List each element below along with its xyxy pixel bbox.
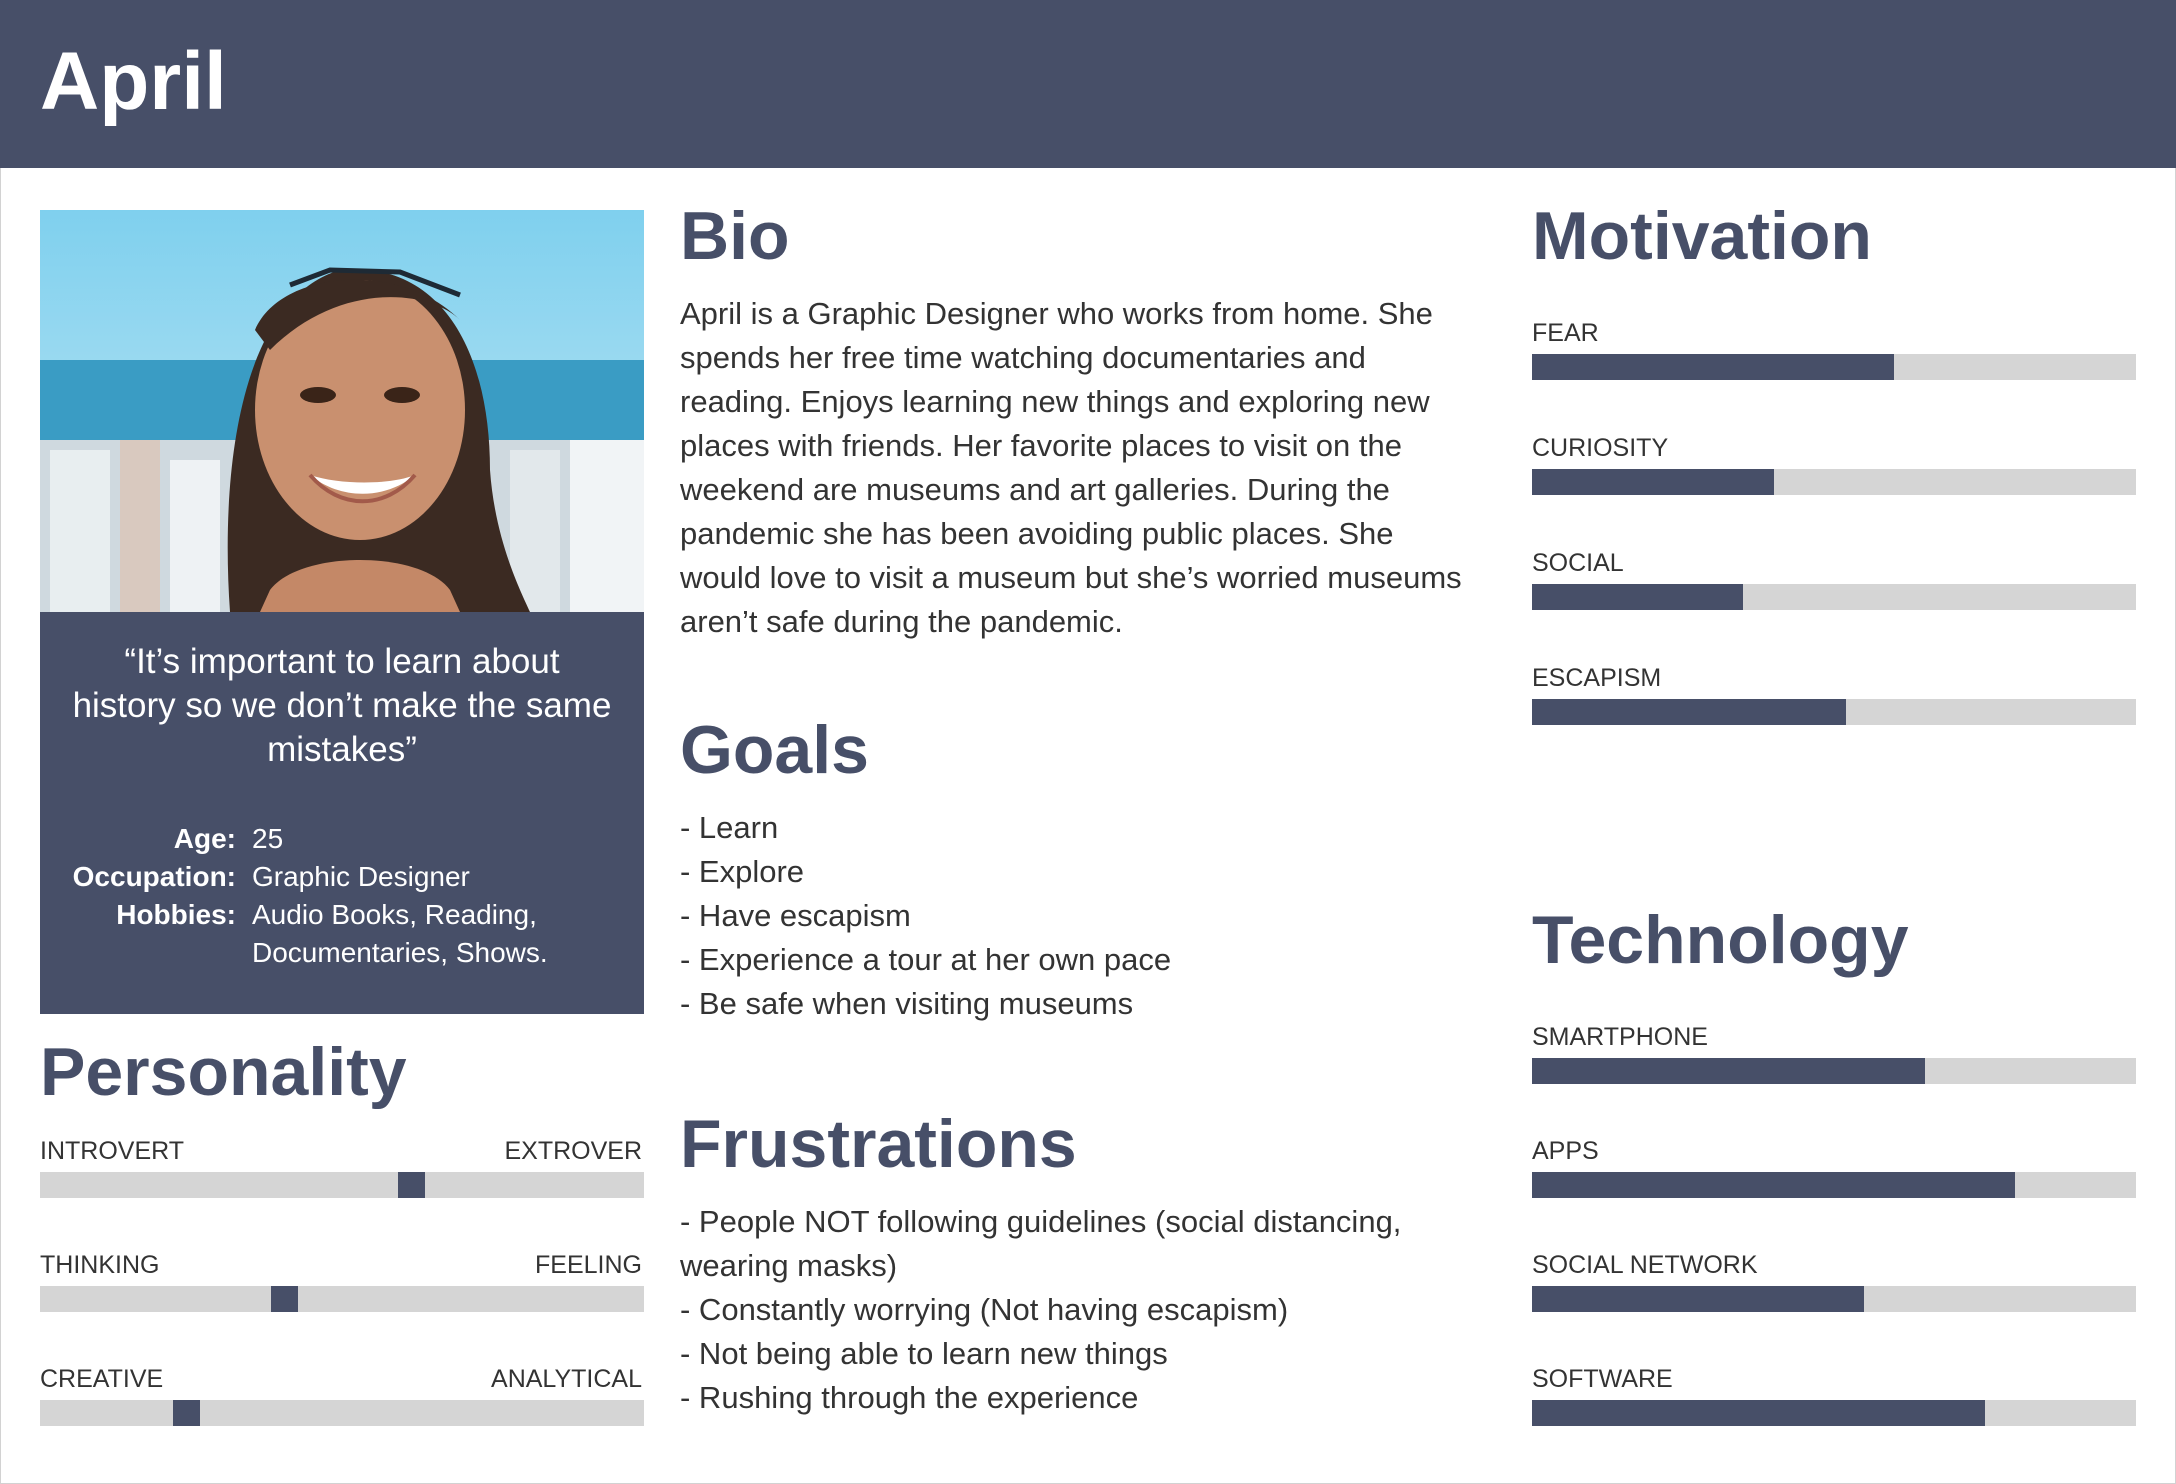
personality-scale-creative-analytical xyxy=(40,1364,644,1426)
personality-title: Personality xyxy=(40,1034,407,1110)
meter-track xyxy=(1532,354,2136,380)
meter-social xyxy=(1532,548,2136,610)
persona-quote: “It’s important to learn about history so we don’t make the same mistakes” xyxy=(72,642,612,769)
fact-value: Graphic Designer xyxy=(252,861,470,892)
meter-label: SOFTWARE xyxy=(1532,1365,1673,1393)
fact-value: 25 xyxy=(252,823,284,854)
scale-track xyxy=(40,1286,644,1312)
meter-fill xyxy=(1532,1058,1925,1084)
persona-facts xyxy=(40,820,644,972)
motivation-title: Motivation xyxy=(1532,198,1872,274)
fact-value: Audio Books, Reading, Documentaries, Shows. xyxy=(252,899,548,968)
scale-left-label: CREATIVE xyxy=(40,1365,164,1393)
scale-right-label: FEELING xyxy=(535,1251,642,1279)
persona-name: April xyxy=(40,36,227,127)
meter-track xyxy=(1532,1058,2136,1084)
meter-label: SOCIAL NETWORK xyxy=(1532,1251,1758,1279)
meter-label: SOCIAL xyxy=(1532,549,1624,577)
meter-escapism xyxy=(1532,663,2136,725)
personality-scale-introvert-extrovert xyxy=(40,1136,644,1198)
fact-row-age xyxy=(40,820,644,858)
bio-text: April is a Graphic Designer who works from home. She spends her free time watching documentaries and reading. Enjoys learning new things and exploring new places with friends. Her favorite places to visit on the weekend are museums and art galleries. During the pandemic she has been avoiding public places. She would love to visit a museum but she’s worried museums aren’t safe during the pandemic. xyxy=(680,296,1462,639)
bio-title: Bio xyxy=(680,198,790,274)
list-item: - Rushing through the experience xyxy=(680,1380,1139,1415)
meter-fill xyxy=(1532,699,1846,725)
list-item: - Learn xyxy=(680,810,779,845)
list-item: - Be safe when visiting museums xyxy=(680,986,1134,1021)
fact-row-occupation xyxy=(40,858,644,896)
scale-marker xyxy=(173,1400,200,1426)
fact-label: Age: xyxy=(173,823,236,854)
meter-label: CURIOSITY xyxy=(1532,434,1669,462)
meter-curiosity xyxy=(1532,433,2136,495)
meter-fill xyxy=(1532,584,1743,610)
meter-fill xyxy=(1532,354,1894,380)
fact-label: Occupation: xyxy=(72,861,236,892)
meter-software xyxy=(1532,1364,2136,1426)
scale-left-label: THINKING xyxy=(40,1251,160,1279)
scale-track xyxy=(40,1400,644,1426)
meter-track xyxy=(1532,1400,2136,1426)
meter-apps xyxy=(1532,1136,2136,1198)
goals-title: Goals xyxy=(680,712,869,788)
technology-title: Technology xyxy=(1532,902,1909,978)
meter-smartphone xyxy=(1532,1022,2136,1084)
frustrations-list xyxy=(680,1200,1480,1420)
scale-right-label: EXTROVER xyxy=(504,1137,642,1165)
list-item: - Not being able to learn new things xyxy=(680,1336,1168,1371)
meter-fear xyxy=(1532,318,2136,380)
scale-marker xyxy=(271,1286,298,1312)
scale-right-label: ANALYTICAL xyxy=(491,1365,642,1393)
meter-fill xyxy=(1532,1400,1985,1426)
meter-label: APPS xyxy=(1532,1137,1599,1165)
meter-track xyxy=(1532,584,2136,610)
meter-track xyxy=(1532,1172,2136,1198)
header-bar xyxy=(0,0,2176,168)
list-item: - Explore xyxy=(680,854,805,889)
list-item: - Constantly worrying (Not having escapism) xyxy=(680,1292,1289,1327)
meter-label: ESCAPISM xyxy=(1532,664,1662,692)
fact-row-hobbies xyxy=(40,896,644,972)
meter-social-network xyxy=(1532,1250,2136,1312)
list-item: - Have escapism xyxy=(680,898,911,933)
profile-card xyxy=(40,612,644,1014)
personality-scale-thinking-feeling xyxy=(40,1250,644,1312)
meter-fill xyxy=(1532,1172,2015,1198)
meter-track xyxy=(1532,699,2136,725)
scale-track xyxy=(40,1172,644,1198)
meter-track xyxy=(1532,469,2136,495)
meter-label: FEAR xyxy=(1532,319,1599,347)
scale-marker xyxy=(398,1172,425,1198)
frustrations-title: Frustrations xyxy=(680,1106,1077,1182)
scale-left-label: INTROVERT xyxy=(40,1137,184,1165)
goals-list xyxy=(680,806,1480,1026)
meter-fill xyxy=(1532,1286,1864,1312)
meter-track xyxy=(1532,1286,2136,1312)
meter-label: SMARTPHONE xyxy=(1532,1023,1708,1051)
list-item: - Experience a tour at her own pace xyxy=(680,942,1172,977)
list-item: - People NOT following guidelines (social distancing, wearing masks) xyxy=(680,1204,1402,1283)
meter-fill xyxy=(1532,469,1774,495)
fact-label: Hobbies: xyxy=(116,899,236,930)
persona-photo xyxy=(40,210,644,612)
